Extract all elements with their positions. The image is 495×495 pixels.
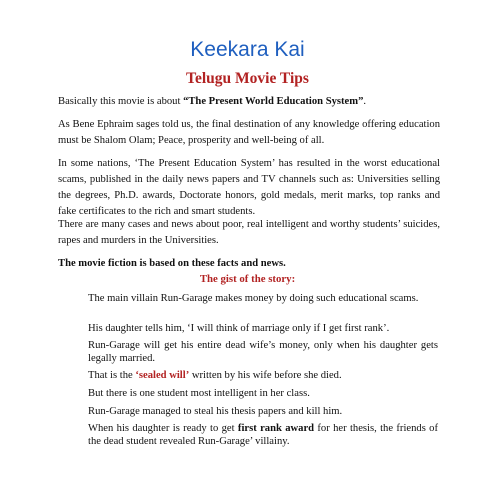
story-line-6: Run-Garage managed to steal his thesis papers and kill him.	[88, 406, 343, 417]
story-line-4	[88, 369, 438, 382]
story-line-4-suffix: written by his wife before she died.	[189, 370, 342, 381]
paragraph-cases: There are many cases and news about poor, real intelligent and worthy students’ suicides, rapes and murders in the Universities.	[58, 219, 440, 246]
story-line-7	[88, 422, 438, 448]
story-line-2: His daughter tells him, ‘I will think of marriage only if I get first rank’.	[88, 323, 390, 334]
intro-suffix: .	[363, 96, 367, 107]
intro-bold-topic: “The Present World Education System”	[183, 96, 364, 107]
story-line-4-prefix: That is the	[88, 370, 136, 381]
story-line-5: But there is one student most intelligent in her class.	[88, 388, 310, 399]
document-title: Keekara Kai	[190, 38, 305, 61]
gist-heading: The gist of the story:	[199, 273, 296, 285]
story-line-1: The main villain Run-Garage makes money by doing such educational scams.	[88, 293, 419, 304]
paragraph-fiction: The movie fiction is based on these facts and news.	[58, 258, 286, 269]
sealed-will-highlight: ‘sealed will’	[135, 370, 190, 381]
intro-prefix: Basically this movie is about	[58, 96, 184, 107]
story-line-7-suffix: for her thesis, the friends of the dead student revealed Run-Garage’ villainy.	[88, 423, 438, 447]
story-line-7-prefix: When his daughter is ready to get	[88, 423, 238, 434]
paragraph-intro	[58, 94, 440, 110]
first-rank-award-bold: first rank award	[237, 423, 315, 434]
document-subtitle: Telugu Movie Tips	[186, 70, 309, 87]
paragraph-scams: In some nations, ‘The Present Education System’ has resulted in the worst educational scams, published in the daily news papers and TV channels such as: Universities selling the degrees, Ph.D. awards, Doctorate honors, gold medals, merit marks, top ranks and fake certificates to the rich and smart students.	[58, 158, 440, 217]
paragraph-sages: As Bene Ephraim sages told us, the final destination of any knowledge offering education must be Shalom Olam; Peace, prosperity and well-being of all.	[58, 119, 440, 146]
story-line-3: Run-Garage will get his entire dead wife’s money, only when his daughter gets legally married.	[88, 340, 438, 364]
